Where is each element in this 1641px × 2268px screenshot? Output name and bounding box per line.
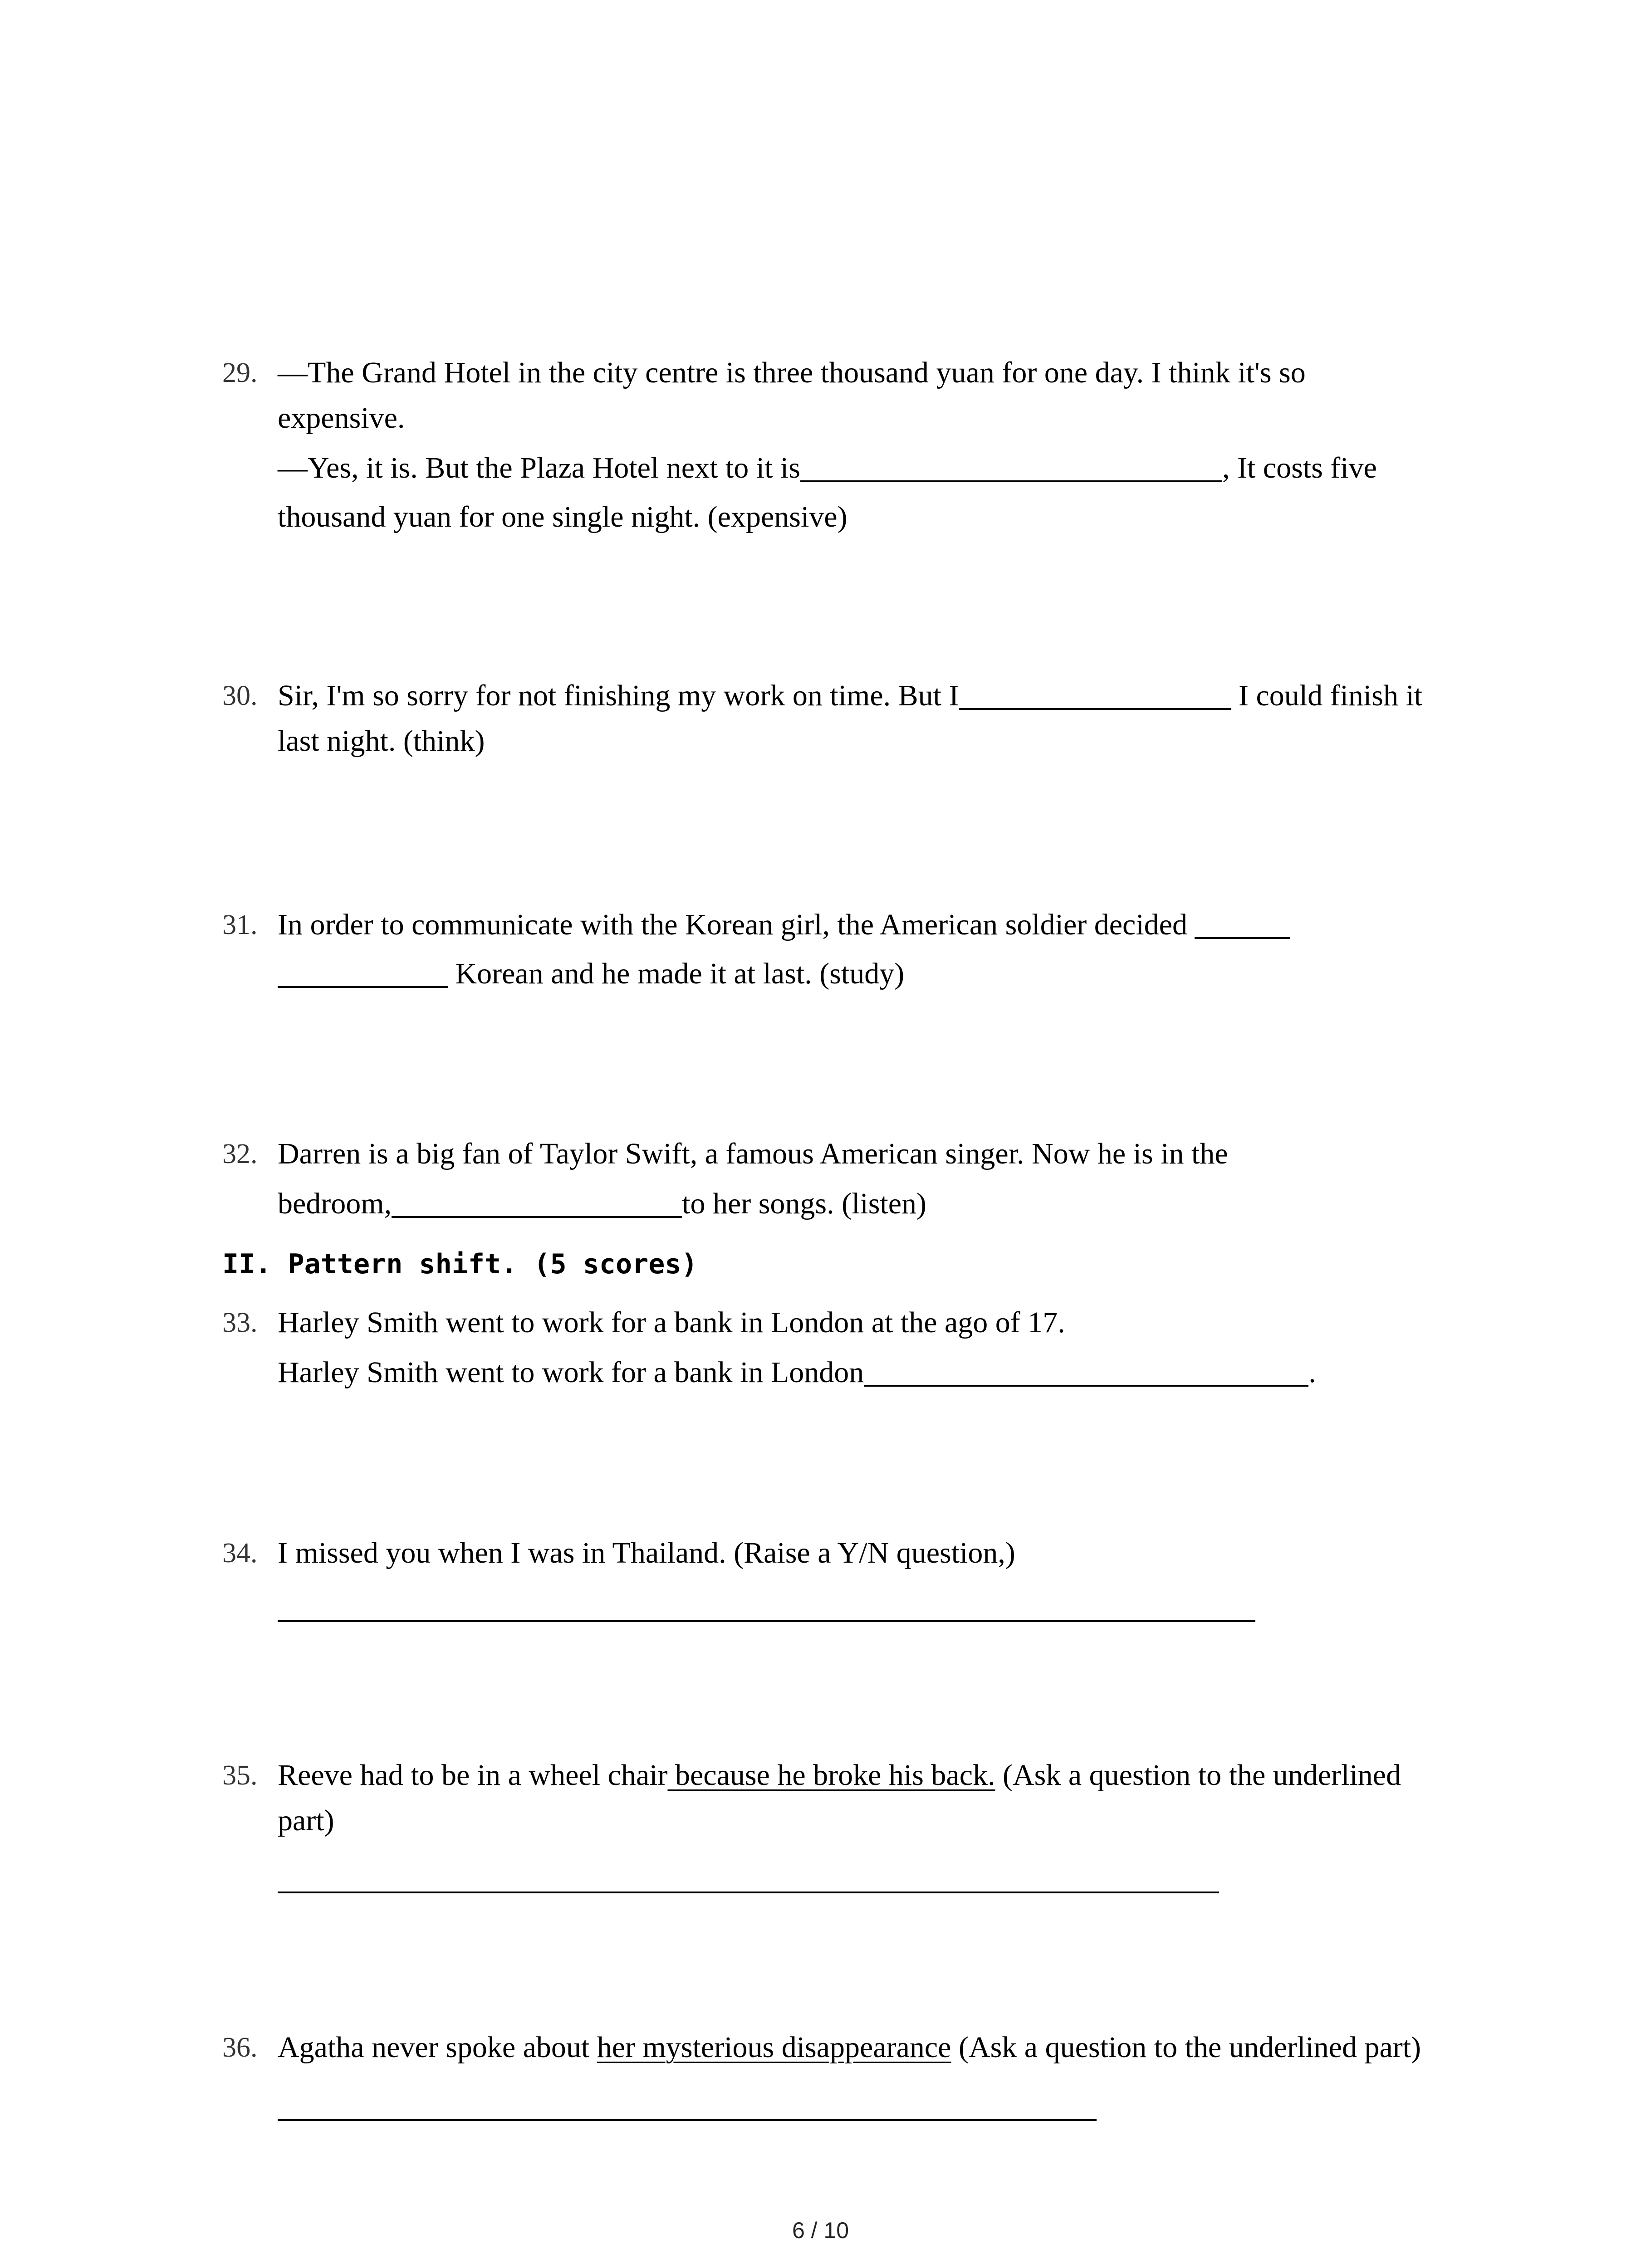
question-text: Korean and he made it at last. (study): [448, 957, 905, 990]
question-text-line: [278, 2023, 1421, 2072]
question-number: 31.: [222, 909, 258, 940]
question-text: Darren is a big fan of Taylor Swift, a famous American singer. Now he is in the: [278, 1137, 1228, 1170]
question-number: 32.: [222, 1139, 258, 1169]
answer-blank[interactable]: [278, 953, 448, 988]
question-text-line: [278, 1348, 1316, 1397]
question-number: 33.: [222, 1307, 258, 1338]
question-text: (Ask a question to the underlined part): [951, 2031, 1421, 2064]
question-text: I missed you when I was in Thailand. (Raise a Y/N question,): [278, 1536, 1015, 1569]
question-number: 34.: [222, 1538, 258, 1569]
answer-line[interactable]: [278, 1618, 1255, 1622]
section-title: II. Pattern shift. (5 scores): [222, 1248, 698, 1280]
question-text: Sir, I'm so sorry for not finishing my work on time. But I: [278, 679, 959, 712]
question-text-line: [278, 671, 1422, 720]
question-text: bedroom,: [278, 1187, 392, 1220]
question-text: .: [1308, 1356, 1316, 1389]
answer-blank[interactable]: [1195, 904, 1290, 939]
answer-line[interactable]: [278, 2117, 1097, 2121]
question-number: 35.: [222, 1760, 258, 1791]
question-number: 30.: [222, 680, 258, 711]
question-text: , It costs five: [1222, 451, 1377, 484]
question-text: I could finish it: [1231, 679, 1423, 712]
question-text: In order to communicate with the Korean girl, the American soldier decided: [278, 908, 1195, 941]
answer-blank[interactable]: [800, 448, 1222, 482]
question-text-line: [278, 1179, 926, 1228]
question-text: part): [278, 1804, 334, 1837]
answer-blank[interactable]: [864, 1352, 1308, 1387]
underlined-part: her mysterious disappearance: [597, 2031, 951, 2064]
question-text: Harley Smith went to work for a bank in London: [278, 1356, 864, 1389]
question-text: —Yes, it is. But the Plaza Hotel next to it is: [278, 451, 800, 484]
answer-blank[interactable]: [392, 1183, 682, 1218]
question-number: 36.: [222, 2032, 258, 2063]
answer-line[interactable]: [278, 1890, 1219, 1893]
question-text: expensive.: [278, 401, 405, 435]
question-text: —The Grand Hotel in the city centre is three thousand yuan for one day. I think it's so: [278, 356, 1306, 389]
question-text: last night. (think): [278, 724, 485, 758]
question-number: 29.: [222, 357, 258, 388]
underlined-part: because he broke his back.: [667, 1759, 995, 1792]
page-number: 6 / 10: [792, 2218, 849, 2243]
question-text-line: [278, 949, 904, 998]
question-text-line: [278, 1751, 1401, 1800]
question-text: to her songs. (listen): [682, 1187, 927, 1220]
question-text: Harley Smith went to work for a bank in London at the ago of 17.: [278, 1306, 1065, 1339]
question-text: thousand yuan for one single night. (expensive): [278, 500, 847, 533]
question-text-line: [278, 900, 1290, 949]
answer-blank[interactable]: [959, 675, 1231, 710]
question-text: Reeve had to be in a wheel chair: [278, 1759, 668, 1792]
question-text: Agatha never spoke about: [278, 2031, 597, 2064]
question-text-line: [278, 444, 1377, 493]
question-text: (Ask a question to the underlined: [995, 1759, 1401, 1792]
